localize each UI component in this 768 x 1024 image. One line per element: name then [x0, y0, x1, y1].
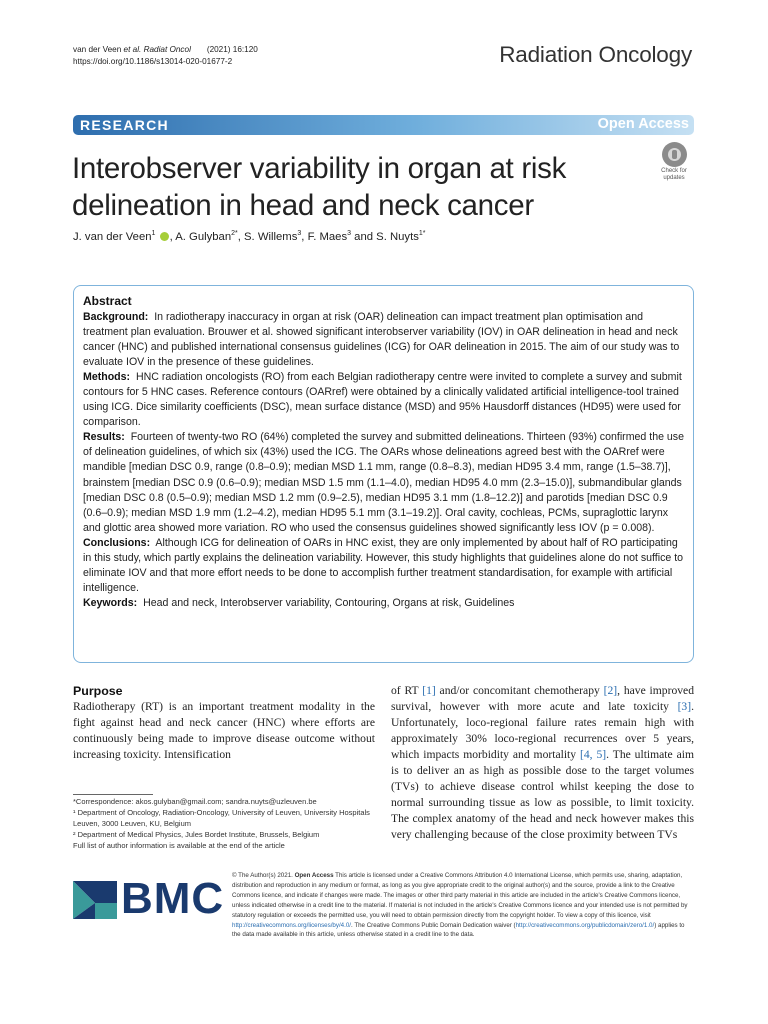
open-access-bold: Open Access	[294, 872, 334, 879]
citation-year: (2021) 16:120	[206, 45, 258, 54]
body-left-column	[73, 683, 375, 763]
bmc-logo-icon	[73, 873, 117, 925]
license-text: © The Author(s) 2021. Open Access This article is licensed under a Creative Commons Attribution 4.0 International License, which permits use, sharing, adaptation, distribution and reproduction in any medium or format, as long as you give appropriate credit to the original author(s) and the source, provide a link to the Creative Commons licence, and indicate if changes were made. The images or other third party material in this article are included in the article's Creative Commons licence, unless indicated otherwise in a credit line to the material. If material is not included in the article's Creative Commons licence and your intended use is not permitted by statutory regulation or exceeds the permitted use, you will need to obtain permission directly from the copyright holder. To view a copy of this licence, visit http://creativecommons.org/licenses/by/4.0/. The Creative Commons Public Domain Dedication waiver (http://creativecommons.org/publicdomain/zero/1.0/) applies to the data made available in this article, unless otherwise stated in a credit line to the data.	[232, 872, 688, 939]
author-info-note: Full list of author information is available at the end of the article	[73, 841, 285, 851]
footnote-divider	[73, 794, 153, 795]
article-type-label: RESEARCH	[80, 117, 169, 133]
author-name: A. Gulyban	[175, 230, 232, 243]
author-affiliation: 2*	[231, 230, 238, 237]
author-affiliation: 3	[347, 230, 352, 237]
abstract-methods: Methods: HNC radiation oncologists (RO) from each Belgian radiotherapy centre were invited to complete a survey and submit contours for 5 HNC cases. Reference contours (OARref) were obtained by a clinically validated artificial intelligence-tool trained using ICG. Dice similarity coefficients (DSC), mean surface distance (MSD) and 95% Hausdorff distances (HD95) were used for comparison.	[83, 371, 682, 429]
citation-journal: et al. Radiat Oncol	[123, 45, 191, 54]
bmc-logo	[73, 873, 225, 925]
abstract-box	[73, 285, 694, 663]
citation-authors: van der Veen	[73, 45, 122, 54]
affiliation-1: ¹ Department of Oncology, Radiation-Oncology, University of Leuven, University Hospitals Leuven, 3000 Leuven, KU, Belgium	[73, 808, 370, 829]
badge-line-2: updates	[663, 175, 685, 181]
abstract-heading: Abstract	[83, 294, 132, 308]
license-link[interactable]: http://creativecommons.org/licenses/by/4.0/	[232, 921, 351, 929]
citation-link[interactable]: [4, 5]	[579, 747, 607, 761]
citation-line	[73, 44, 258, 56]
check-for-updates-badge[interactable]	[654, 142, 694, 182]
purpose-paragraph-left: Radiotherapy (RT) is an important treatment modality in the fight against head and neck cancer (HNC) where efforts are continuously being made to improve disease outcome without increasing toxicity. Intensification	[73, 700, 375, 761]
abstract-results: Results: Fourteen of twenty-two RO (64%) completed the survey and submitted delineations. Thirteen (93%) confirmed the use of delineation guidelines, of which six (43%) used the ICG. The OARs whose delineations agreed best with the OARref were mandible [median DSC 0.9, range (0.8–0.9); median MSD 1.1 mm, range (0.8–8.3), median HD95 3.4 mm, range (1.5–38.7)], brainstem [median DSC 0.9 (0.6–0.9); median MSD 1.5 mm (1.1–4.0), median HD95 4.0 mm (2.3–15.0)], submandibular glands [median DSC 0.8 (0.5–0.9); median MSD 1.2 mm (0.9–2.5), median HD95 3.1 mm (1.8–12.2)] and parotids [median DSC 0.9 (0.6–0.9); median MSD 1.9 mm (1.2–4.2), median HD95 5.1 mm (3.1–19.2)]. Oral cavity, cochleas, PCMs, supraglottic larynx and glottic area showed more variation. RO who used the consensus guidelines showed significantly less IOV (p = 0.008).	[83, 431, 684, 534]
section-heading-purpose: Purpose	[73, 684, 123, 698]
citation-link[interactable]: [2]	[603, 684, 618, 697]
author-name: S. Nuyts	[376, 230, 419, 243]
author-list: J. van der Veen$^1$ , A. Gulyban$^{2*}$, S. Willems$^3$, F. Maes$^3$ and S. Nuyts$^{1*}$	[73, 230, 426, 243]
body-right-column	[391, 683, 694, 843]
citation-link[interactable]: [3]	[677, 699, 692, 713]
public-domain-link[interactable]: http://creativecommons.org/publicdomain/zero/1.0/	[515, 921, 655, 929]
author-name: S. Willems	[244, 230, 298, 243]
affiliation-2: ² Department of Medical Physics, Jules Bordet Institute, Brussels, Belgium	[73, 830, 320, 840]
author-name: J. van der Veen	[73, 230, 152, 243]
abstract-conclusions: Conclusions: Although ICG for delineation of OARs in HNC exist, they are only implemented by about half of RO participating in this study, which partly explains the delineation variability. However, this study highlights that guidelines alone do not suffice to eliminate IOV and that more effort needs to be done to accomplish further treatment standardisation, for example with artificial intelligence.	[83, 536, 684, 594]
abstract-background: Background: In radiotherapy inaccuracy in organ at risk (OAR) delineation can impact treatment plan optimisation and treatment plan evaluation. Brouwer et al. showed significant interobserver variability (IOV) in OAR delineation in head and neck cancer (HNC) and published international consensus guidelines (ICG) for OAR delineation in 2015. The aim of our study was to evaluate IOV in the presence of these guidelines.	[83, 311, 680, 369]
author-affiliation: 1	[151, 230, 156, 237]
doi-link[interactable]: https://doi.org/10.1186/s13014-020-01677-2	[73, 57, 233, 66]
author-name: F. Maes	[307, 230, 348, 243]
journal-name: Radiation Oncology	[499, 42, 692, 67]
correspondence-note: *Correspondence: akos.gulyban@gmail.com; sandra.nuyts@uzleuven.be	[73, 797, 317, 806]
abstract-keywords: Keywords: Head and neck, Interobserver variability, Contouring, Organs at risk, Guidelines	[83, 596, 515, 609]
author-affiliation: 3	[297, 230, 302, 237]
article-title: Interobserver variability in organ at risk delineation in head and neck cancer	[72, 152, 567, 222]
author-affiliation: 1*	[418, 230, 426, 237]
citation-link[interactable]: [1]	[422, 684, 436, 697]
badge-line-1: Check for	[661, 168, 687, 174]
purpose-paragraph-right: of RT [1] and/or concomitant chemotherapy [2], have improved survival, however with more acute and late toxicity [3]. Unfortunately, loco-regional failure rates remain high with approximately 30% loco-regional recurrences over 5 years, which impacts morbidity and mortality [4, 5]. The ultimate aim is to deliver an as high as possible dose to the target volumes (TVs) to achieve disease control whilst keeping the dose to normal surrounding tissue as low as possible, to limit toxicity. The complex anatomy of the head and neck however makes this very challenging because of the close proximity between TVs	[391, 684, 694, 841]
bmc-logo-text: BMC	[121, 874, 225, 923]
open-access-label: Open Access	[597, 116, 689, 132]
citation-header	[73, 44, 258, 68]
article-type-band	[73, 115, 694, 135]
check-updates-icon	[662, 142, 687, 167]
footnotes	[73, 796, 375, 851]
orcid-icon[interactable]	[160, 232, 169, 241]
